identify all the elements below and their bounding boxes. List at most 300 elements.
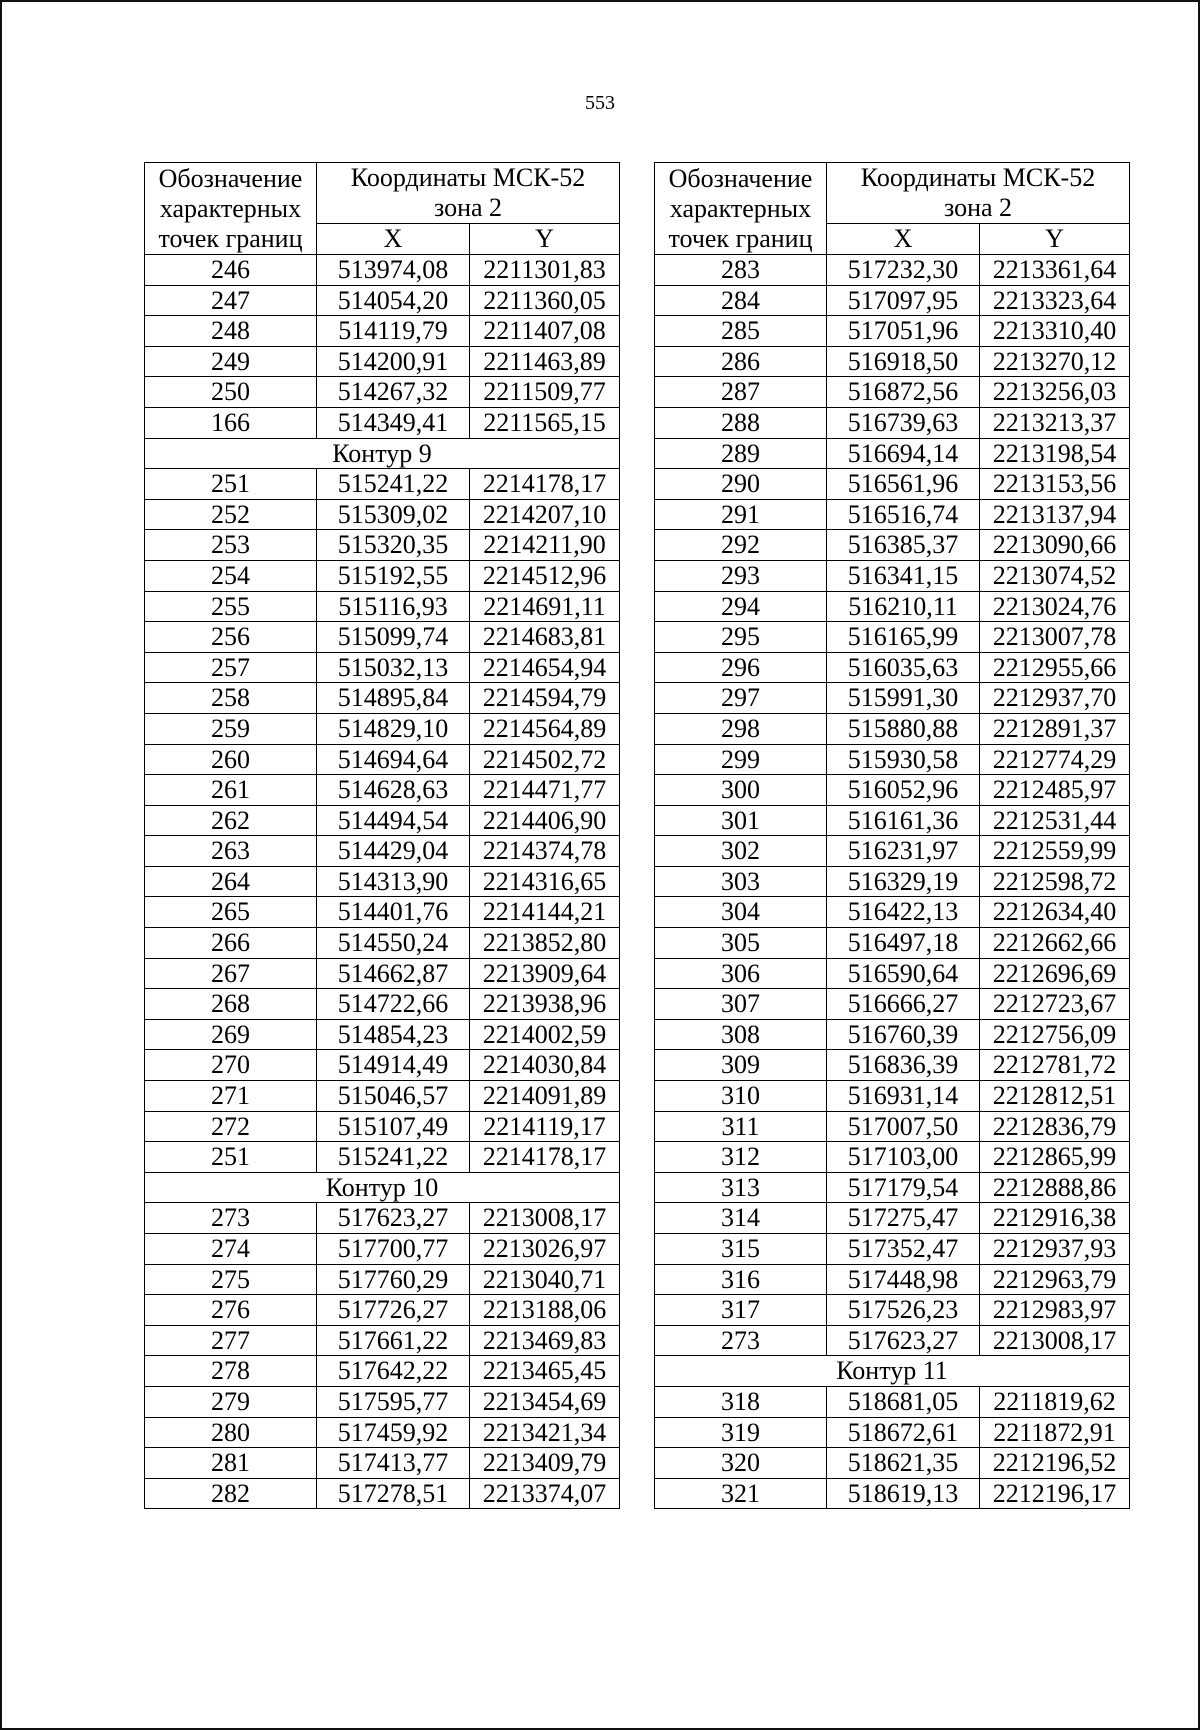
coord-x: 515192,55 bbox=[317, 560, 470, 591]
table-row bbox=[145, 1448, 620, 1479]
coord-x: 515241,22 bbox=[317, 469, 470, 500]
point-id: 265 bbox=[145, 897, 317, 928]
table-row bbox=[655, 1142, 1130, 1173]
point-id: 308 bbox=[655, 1019, 827, 1050]
coord-x: 514494,54 bbox=[317, 805, 470, 836]
table-row bbox=[145, 1478, 620, 1509]
table-row bbox=[655, 805, 1130, 836]
coord-x: 516739,63 bbox=[827, 407, 980, 438]
coord-x: 517726,27 bbox=[317, 1295, 470, 1326]
point-id: 277 bbox=[145, 1325, 317, 1356]
coord-x: 517700,77 bbox=[317, 1234, 470, 1265]
coord-y: 2214144,21 bbox=[470, 897, 620, 928]
coord-x: 517278,51 bbox=[317, 1478, 470, 1509]
coord-y: 2211407,08 bbox=[470, 316, 620, 347]
coord-y: 2214178,17 bbox=[470, 1142, 620, 1173]
coord-y: 2214594,79 bbox=[470, 683, 620, 714]
table-row bbox=[655, 1050, 1130, 1081]
coord-y: 2212983,97 bbox=[980, 1295, 1130, 1326]
coord-x: 514267,32 bbox=[317, 377, 470, 408]
coord-x: 514662,87 bbox=[317, 958, 470, 989]
coord-y: 2212836,79 bbox=[980, 1111, 1130, 1142]
coord-x: 515032,13 bbox=[317, 652, 470, 683]
point-id: 269 bbox=[145, 1019, 317, 1050]
table-row bbox=[655, 407, 1130, 438]
coord-y: 2213137,94 bbox=[980, 499, 1130, 530]
point-id: 280 bbox=[145, 1417, 317, 1448]
coord-y: 2211509,77 bbox=[470, 377, 620, 408]
coord-x: 517661,22 bbox=[317, 1325, 470, 1356]
point-id: 307 bbox=[655, 989, 827, 1020]
point-id: 166 bbox=[145, 407, 317, 438]
point-id: 316 bbox=[655, 1264, 827, 1295]
table-row bbox=[655, 438, 1130, 469]
coord-y: 2212634,40 bbox=[980, 897, 1130, 928]
coord-x: 514722,66 bbox=[317, 989, 470, 1020]
table-row bbox=[655, 836, 1130, 867]
table-row bbox=[655, 591, 1130, 622]
table-row bbox=[655, 1264, 1130, 1295]
coord-y: 2214471,77 bbox=[470, 775, 620, 806]
table-row bbox=[145, 1111, 620, 1142]
header-y: Y bbox=[980, 224, 1130, 255]
coord-y: 2214211,90 bbox=[470, 530, 620, 561]
coord-x: 517623,27 bbox=[827, 1325, 980, 1356]
coord-y: 2213270,12 bbox=[980, 346, 1130, 377]
point-id: 283 bbox=[655, 255, 827, 286]
table-row bbox=[145, 407, 620, 438]
table-row bbox=[655, 560, 1130, 591]
coord-x: 514200,91 bbox=[317, 346, 470, 377]
table-row bbox=[655, 866, 1130, 897]
coord-x: 518621,35 bbox=[827, 1448, 980, 1479]
coord-y: 2212723,67 bbox=[980, 989, 1130, 1020]
coord-y: 2211360,05 bbox=[470, 285, 620, 316]
point-id: 282 bbox=[145, 1478, 317, 1509]
table-row bbox=[655, 377, 1130, 408]
coord-y: 2212531,44 bbox=[980, 805, 1130, 836]
point-id: 251 bbox=[145, 469, 317, 500]
table-row bbox=[655, 958, 1130, 989]
point-id: 266 bbox=[145, 928, 317, 959]
coord-y: 2211819,62 bbox=[980, 1386, 1130, 1417]
table-row bbox=[655, 530, 1130, 561]
table-row bbox=[145, 897, 620, 928]
point-id: 289 bbox=[655, 438, 827, 469]
point-id: 268 bbox=[145, 989, 317, 1020]
coord-y: 2214502,72 bbox=[470, 744, 620, 775]
coord-y: 2213256,03 bbox=[980, 377, 1130, 408]
coord-x: 516872,56 bbox=[827, 377, 980, 408]
coord-x: 514829,10 bbox=[317, 713, 470, 744]
coordinates-table-left bbox=[144, 162, 620, 1509]
header-x: X bbox=[827, 224, 980, 255]
coord-x: 514313,90 bbox=[317, 866, 470, 897]
table-row bbox=[145, 530, 620, 561]
point-id: 293 bbox=[655, 560, 827, 591]
coord-y: 2213465,45 bbox=[470, 1356, 620, 1387]
coord-y: 2212955,66 bbox=[980, 652, 1130, 683]
table-row bbox=[145, 958, 620, 989]
coord-y: 2213074,52 bbox=[980, 560, 1130, 591]
table-row bbox=[145, 744, 620, 775]
table-row bbox=[145, 1356, 620, 1387]
table-row bbox=[655, 499, 1130, 530]
table-row bbox=[655, 1417, 1130, 1448]
coord-x: 517275,47 bbox=[827, 1203, 980, 1234]
point-id: 300 bbox=[655, 775, 827, 806]
point-id: 255 bbox=[145, 591, 317, 622]
coord-x: 516836,39 bbox=[827, 1050, 980, 1081]
table-row bbox=[145, 377, 620, 408]
coord-x: 516035,63 bbox=[827, 652, 980, 683]
coord-x: 517642,22 bbox=[317, 1356, 470, 1387]
point-id: 259 bbox=[145, 713, 317, 744]
table-row bbox=[655, 928, 1130, 959]
point-id: 281 bbox=[145, 1448, 317, 1479]
table-row bbox=[145, 1050, 620, 1081]
coord-y: 2213040,71 bbox=[470, 1264, 620, 1295]
contour-heading-row bbox=[145, 438, 620, 469]
point-id: 304 bbox=[655, 897, 827, 928]
table-row bbox=[145, 805, 620, 836]
table-row bbox=[145, 1386, 620, 1417]
point-id: 301 bbox=[655, 805, 827, 836]
table-row bbox=[655, 1019, 1130, 1050]
point-id: 298 bbox=[655, 713, 827, 744]
table-row bbox=[655, 1295, 1130, 1326]
table-row bbox=[145, 316, 620, 347]
point-id: 285 bbox=[655, 316, 827, 347]
coord-y: 2214207,10 bbox=[470, 499, 620, 530]
table-row bbox=[145, 1295, 620, 1326]
coord-x: 515099,74 bbox=[317, 622, 470, 653]
coord-y: 2214002,59 bbox=[470, 1019, 620, 1050]
point-id: 321 bbox=[655, 1478, 827, 1509]
point-id: 258 bbox=[145, 683, 317, 714]
coord-x: 517448,98 bbox=[827, 1264, 980, 1295]
point-id: 251 bbox=[145, 1142, 317, 1173]
point-id: 320 bbox=[655, 1448, 827, 1479]
coord-y: 2212774,29 bbox=[980, 744, 1130, 775]
coord-y: 2212756,09 bbox=[980, 1019, 1130, 1050]
coord-y: 2212937,93 bbox=[980, 1234, 1130, 1265]
table-row bbox=[655, 1325, 1130, 1356]
table-row bbox=[655, 1081, 1130, 1112]
coord-y: 2214374,78 bbox=[470, 836, 620, 867]
coord-x: 517526,23 bbox=[827, 1295, 980, 1326]
coordinates-table-right bbox=[654, 162, 1130, 1509]
table-row bbox=[145, 1264, 620, 1295]
point-id: 260 bbox=[145, 744, 317, 775]
table-row bbox=[145, 652, 620, 683]
coord-y: 2212891,37 bbox=[980, 713, 1130, 744]
coord-y: 2213938,96 bbox=[470, 989, 620, 1020]
point-id: 294 bbox=[655, 591, 827, 622]
coord-x: 514119,79 bbox=[317, 316, 470, 347]
coord-y: 2211565,15 bbox=[470, 407, 620, 438]
coord-x: 514054,20 bbox=[317, 285, 470, 316]
table-row bbox=[145, 1234, 620, 1265]
coord-y: 2214178,17 bbox=[470, 469, 620, 500]
point-id: 248 bbox=[145, 316, 317, 347]
point-id: 292 bbox=[655, 530, 827, 561]
header-designation: Обозначение характерных точек границ bbox=[655, 163, 827, 255]
point-id: 272 bbox=[145, 1111, 317, 1142]
point-id: 319 bbox=[655, 1417, 827, 1448]
point-id: 263 bbox=[145, 836, 317, 867]
coord-y: 2212196,52 bbox=[980, 1448, 1130, 1479]
coord-y: 2213090,66 bbox=[980, 530, 1130, 561]
table-row bbox=[145, 1081, 620, 1112]
table-row bbox=[655, 1386, 1130, 1417]
coord-y: 2213409,79 bbox=[470, 1448, 620, 1479]
point-id: 284 bbox=[655, 285, 827, 316]
coord-y: 2213213,37 bbox=[980, 407, 1130, 438]
table-row bbox=[655, 744, 1130, 775]
coord-x: 517097,95 bbox=[827, 285, 980, 316]
coord-y: 2213361,64 bbox=[980, 255, 1130, 286]
point-id: 249 bbox=[145, 346, 317, 377]
coord-y: 2213909,64 bbox=[470, 958, 620, 989]
table-row bbox=[655, 652, 1130, 683]
coord-y: 2212963,79 bbox=[980, 1264, 1130, 1295]
coord-y: 2213007,78 bbox=[980, 622, 1130, 653]
point-id: 275 bbox=[145, 1264, 317, 1295]
coord-y: 2213469,83 bbox=[470, 1325, 620, 1356]
point-id: 267 bbox=[145, 958, 317, 989]
point-id: 253 bbox=[145, 530, 317, 561]
coord-y: 2212916,38 bbox=[980, 1203, 1130, 1234]
point-id: 273 bbox=[655, 1325, 827, 1356]
point-id: 312 bbox=[655, 1142, 827, 1173]
coord-y: 2213153,56 bbox=[980, 469, 1130, 500]
coord-x: 516666,27 bbox=[827, 989, 980, 1020]
coord-y: 2213310,40 bbox=[980, 316, 1130, 347]
table-row bbox=[145, 1203, 620, 1234]
coord-y: 2212696,69 bbox=[980, 958, 1130, 989]
coord-y: 2213374,07 bbox=[470, 1478, 620, 1509]
table-row bbox=[655, 897, 1130, 928]
point-id: 256 bbox=[145, 622, 317, 653]
header-designation: Обозначение характерных точек границ bbox=[145, 163, 317, 255]
coord-y: 2213852,80 bbox=[470, 928, 620, 959]
coord-x: 514401,76 bbox=[317, 897, 470, 928]
coord-y: 2213188,06 bbox=[470, 1295, 620, 1326]
table-row bbox=[655, 989, 1130, 1020]
coord-x: 514550,24 bbox=[317, 928, 470, 959]
table-row bbox=[655, 622, 1130, 653]
table-row bbox=[655, 713, 1130, 744]
coord-y: 2212888,86 bbox=[980, 1172, 1130, 1203]
coord-y: 2214316,65 bbox=[470, 866, 620, 897]
point-id: 296 bbox=[655, 652, 827, 683]
table-row bbox=[655, 255, 1130, 286]
coord-x: 517352,47 bbox=[827, 1234, 980, 1265]
point-id: 290 bbox=[655, 469, 827, 500]
point-id: 314 bbox=[655, 1203, 827, 1234]
coord-x: 516385,37 bbox=[827, 530, 980, 561]
coord-y: 2212598,72 bbox=[980, 866, 1130, 897]
point-id: 286 bbox=[655, 346, 827, 377]
coord-x: 516210,11 bbox=[827, 591, 980, 622]
coord-y: 2214691,11 bbox=[470, 591, 620, 622]
coord-y: 2214091,89 bbox=[470, 1081, 620, 1112]
coord-x: 515116,93 bbox=[317, 591, 470, 622]
coord-y: 2214119,17 bbox=[470, 1111, 620, 1142]
point-id: 261 bbox=[145, 775, 317, 806]
coord-x: 517103,00 bbox=[827, 1142, 980, 1173]
point-id: 247 bbox=[145, 285, 317, 316]
coord-y: 2212812,51 bbox=[980, 1081, 1130, 1112]
table-row bbox=[145, 683, 620, 714]
header-coords-title: Координаты МСК-52 зона 2 bbox=[317, 163, 620, 224]
coord-y: 2214654,94 bbox=[470, 652, 620, 683]
point-id: 313 bbox=[655, 1172, 827, 1203]
point-id: 311 bbox=[655, 1111, 827, 1142]
table-row bbox=[655, 1478, 1130, 1509]
point-id: 310 bbox=[655, 1081, 827, 1112]
table-row bbox=[145, 1325, 620, 1356]
table-row bbox=[145, 560, 620, 591]
coord-x: 514429,04 bbox=[317, 836, 470, 867]
coord-y: 2213323,64 bbox=[980, 285, 1130, 316]
table-row bbox=[145, 622, 620, 653]
table-row bbox=[655, 1111, 1130, 1142]
table-row bbox=[145, 1417, 620, 1448]
coord-y: 2211872,91 bbox=[980, 1417, 1130, 1448]
contour-heading: Контур 9 bbox=[145, 438, 620, 469]
table-row bbox=[655, 346, 1130, 377]
coord-x: 516931,14 bbox=[827, 1081, 980, 1112]
coord-y: 2212485,97 bbox=[980, 775, 1130, 806]
table-row bbox=[145, 499, 620, 530]
point-id: 254 bbox=[145, 560, 317, 591]
table-row bbox=[145, 255, 620, 286]
table-row bbox=[655, 1172, 1130, 1203]
coord-x: 517007,50 bbox=[827, 1111, 980, 1142]
table-row bbox=[145, 1019, 620, 1050]
coord-y: 2213198,54 bbox=[980, 438, 1130, 469]
coord-x: 518681,05 bbox=[827, 1386, 980, 1417]
coord-y: 2212196,17 bbox=[980, 1478, 1130, 1509]
coord-x: 515930,58 bbox=[827, 744, 980, 775]
point-id: 303 bbox=[655, 866, 827, 897]
point-id: 287 bbox=[655, 377, 827, 408]
coord-x: 516516,74 bbox=[827, 499, 980, 530]
coord-y: 2212937,70 bbox=[980, 683, 1130, 714]
coord-y: 2212781,72 bbox=[980, 1050, 1130, 1081]
coord-x: 513974,08 bbox=[317, 255, 470, 286]
point-id: 291 bbox=[655, 499, 827, 530]
table-row bbox=[655, 775, 1130, 806]
point-id: 270 bbox=[145, 1050, 317, 1081]
coord-y: 2213454,69 bbox=[470, 1386, 620, 1417]
point-id: 252 bbox=[145, 499, 317, 530]
coord-x: 517760,29 bbox=[317, 1264, 470, 1295]
header-coords-title: Координаты МСК-52 зона 2 bbox=[827, 163, 1130, 224]
point-id: 309 bbox=[655, 1050, 827, 1081]
table-row bbox=[145, 989, 620, 1020]
point-id: 299 bbox=[655, 744, 827, 775]
table-row bbox=[655, 469, 1130, 500]
point-id: 288 bbox=[655, 407, 827, 438]
point-id: 318 bbox=[655, 1386, 827, 1417]
coord-x: 516052,96 bbox=[827, 775, 980, 806]
coord-x: 517179,54 bbox=[827, 1172, 980, 1203]
coord-x: 516161,36 bbox=[827, 805, 980, 836]
coord-y: 2214512,96 bbox=[470, 560, 620, 591]
point-id: 264 bbox=[145, 866, 317, 897]
header-y: Y bbox=[470, 224, 620, 255]
table-row bbox=[655, 1203, 1130, 1234]
coord-x: 518619,13 bbox=[827, 1478, 980, 1509]
coord-y: 2213026,97 bbox=[470, 1234, 620, 1265]
coord-x: 515241,22 bbox=[317, 1142, 470, 1173]
point-id: 273 bbox=[145, 1203, 317, 1234]
point-id: 257 bbox=[145, 652, 317, 683]
coord-x: 516165,99 bbox=[827, 622, 980, 653]
coord-x: 518672,61 bbox=[827, 1417, 980, 1448]
coord-x: 515046,57 bbox=[317, 1081, 470, 1112]
coord-y: 2213421,34 bbox=[470, 1417, 620, 1448]
coord-x: 516329,19 bbox=[827, 866, 980, 897]
point-id: 315 bbox=[655, 1234, 827, 1265]
table-row bbox=[145, 346, 620, 377]
table-row bbox=[655, 285, 1130, 316]
coord-y: 2213008,17 bbox=[980, 1325, 1130, 1356]
coord-y: 2213008,17 bbox=[470, 1203, 620, 1234]
table-row bbox=[145, 836, 620, 867]
coord-x: 515880,88 bbox=[827, 713, 980, 744]
coord-y: 2212559,99 bbox=[980, 836, 1130, 867]
coord-x: 514349,41 bbox=[317, 407, 470, 438]
coord-x: 517051,96 bbox=[827, 316, 980, 347]
coord-x: 514895,84 bbox=[317, 683, 470, 714]
point-id: 305 bbox=[655, 928, 827, 959]
coord-y: 2211301,83 bbox=[470, 255, 620, 286]
coord-x: 515107,49 bbox=[317, 1111, 470, 1142]
coord-x: 517413,77 bbox=[317, 1448, 470, 1479]
coord-x: 517232,30 bbox=[827, 255, 980, 286]
coord-y: 2214406,90 bbox=[470, 805, 620, 836]
point-id: 276 bbox=[145, 1295, 317, 1326]
coord-x: 516590,64 bbox=[827, 958, 980, 989]
point-id: 306 bbox=[655, 958, 827, 989]
table-row bbox=[145, 1142, 620, 1173]
coord-y: 2212865,99 bbox=[980, 1142, 1130, 1173]
table-row bbox=[655, 683, 1130, 714]
table-row bbox=[655, 1448, 1130, 1479]
coord-x: 517595,77 bbox=[317, 1386, 470, 1417]
point-id: 262 bbox=[145, 805, 317, 836]
point-id: 271 bbox=[145, 1081, 317, 1112]
contour-heading-row bbox=[145, 1172, 620, 1203]
coord-y: 2213024,76 bbox=[980, 591, 1130, 622]
coord-x: 516760,39 bbox=[827, 1019, 980, 1050]
table-row bbox=[655, 316, 1130, 347]
point-id: 317 bbox=[655, 1295, 827, 1326]
coord-x: 517623,27 bbox=[317, 1203, 470, 1234]
coord-x: 515991,30 bbox=[827, 683, 980, 714]
table-row bbox=[145, 713, 620, 744]
table-row bbox=[145, 285, 620, 316]
coord-y: 2212662,66 bbox=[980, 928, 1130, 959]
coord-y: 2214030,84 bbox=[470, 1050, 620, 1081]
coord-x: 516422,13 bbox=[827, 897, 980, 928]
coord-x: 516497,18 bbox=[827, 928, 980, 959]
point-id: 297 bbox=[655, 683, 827, 714]
